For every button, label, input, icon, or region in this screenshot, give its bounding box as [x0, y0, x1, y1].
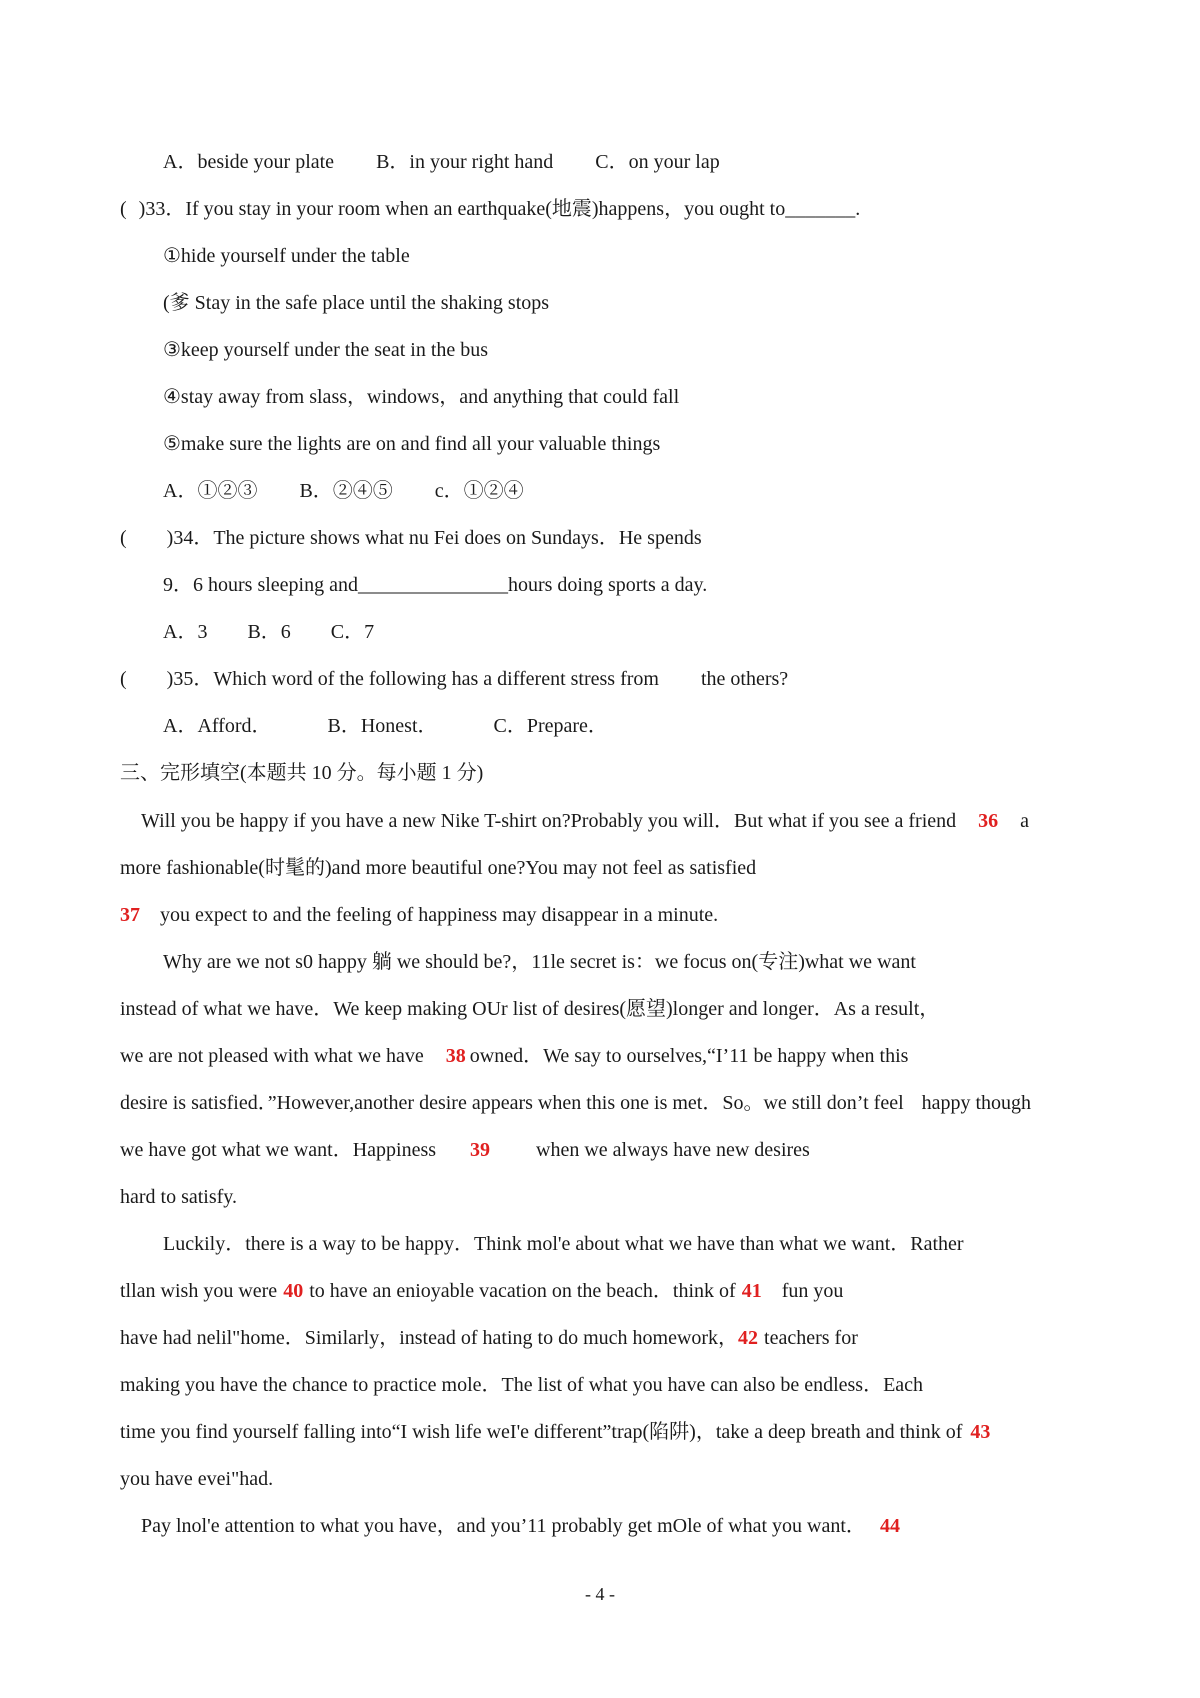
q34-text: )34．The picture shows what nu Fei does on Sundays．He spends — [166, 527, 702, 549]
blank-43: 43 — [970, 1421, 991, 1443]
passage-text: fun you — [781, 1280, 844, 1302]
passage-line-1 — [141, 808, 1029, 834]
blank-40: 40 — [283, 1280, 304, 1302]
q35-option-b: B．Honest． — [327, 715, 438, 737]
q35-options — [163, 713, 608, 739]
passage-line-10: Luckily．there is a way to be happy．Think mol'e about what we have than what we want．Rather — [163, 1233, 964, 1255]
passage-line-2: more fashionable(时髦的)and more beautiful one?You may not feel as satisfied — [120, 857, 757, 879]
q33-option-b: B．②④⑤ — [299, 480, 393, 502]
passage-line-16 — [141, 1513, 900, 1539]
passage-line-15: you have evei"had. — [120, 1468, 274, 1490]
blank-36: 36 — [978, 810, 999, 832]
passage-line-7 — [120, 1090, 1031, 1116]
passage-text: to have an enioyable vacation on the beach．think of — [309, 1280, 736, 1302]
blank-39: 39 — [470, 1139, 491, 1161]
blank-37: 37 — [120, 904, 140, 926]
q34-option-c: C．7 — [330, 621, 375, 643]
passage-line-13: making you have the chance to practice mole．The list of what you have can also be endless．Each — [120, 1374, 924, 1396]
q33-stem — [120, 196, 860, 222]
q33-item-2: (爹 Stay in the safe place until the shaking stops — [163, 292, 550, 314]
passage-text: Will you be happy if you have a new Nike T-shirt on?Probably you will．But what if you see a friend — [141, 810, 957, 832]
passage-text: have had nelil"home．Similarly，instead of hating to do much homework， — [120, 1327, 739, 1349]
blank-41: 41 — [741, 1280, 762, 1302]
q34-option-b: B．6 — [247, 621, 291, 643]
blank-44: 44 — [879, 1515, 900, 1537]
passage-text: we are not pleased with what we have — [120, 1045, 424, 1067]
passage-text: tllan wish you were — [120, 1280, 278, 1302]
passage-text: desire is satisfied．”However,another desire appears when this one is met．So。we still don’t feel — [120, 1092, 904, 1114]
passage-line-14 — [120, 1419, 990, 1445]
q35-paren: ( — [120, 668, 127, 690]
passage-line-6 — [120, 1043, 908, 1069]
passage-line-8 — [120, 1137, 810, 1163]
blank-38: 38 — [445, 1045, 466, 1067]
passage-line-9: hard to satisfy. — [120, 1186, 238, 1208]
q33-item-4: ④stay away from slass，windows，and anything that could fall — [163, 386, 680, 408]
passage-line-12 — [120, 1325, 858, 1351]
q33-option-c: c．①②④ — [434, 480, 524, 502]
passage-text: we have got what we want．Happiness — [120, 1139, 437, 1161]
passage-line-11 — [120, 1278, 843, 1304]
q33-text: )33．If you stay in your room when an earthquake(地震)happens，you ought to_______. — [138, 198, 861, 220]
q34-line-2: 9．6 hours sleeping and_______________hours doing sports a day. — [163, 574, 708, 596]
q33-item-1: ①hide yourself under the table — [163, 245, 410, 267]
passage-text: teachers for — [764, 1327, 858, 1349]
q32-option-a: A．beside your plate — [163, 151, 335, 173]
q32-options — [163, 149, 720, 175]
q34-options — [163, 619, 374, 645]
q34-paren: ( — [120, 527, 127, 549]
passage-text: happy though — [921, 1092, 1032, 1114]
passage-text: Pay lnol'e attention to what you have，and you’11 probably get mOle of what you want． — [141, 1515, 866, 1537]
q35-text-tail: the others? — [700, 668, 789, 690]
q35-option-a: A．Afford． — [163, 715, 272, 737]
passage-line-3 — [120, 902, 718, 928]
passage-line-4: Why are we not s0 happy 躺 we should be?，11le secret is：we focus on(专注)what we want — [163, 951, 916, 973]
q33-item-5: ⑤make sure the lights are on and find all your valuable things — [163, 433, 661, 455]
q32-option-c: C．on your lap — [595, 151, 720, 173]
q33-paren: ( — [120, 198, 127, 220]
section-3-heading: 三、完形填空(本题共 10 分。每小题 1 分) — [120, 762, 484, 784]
q33-item-3: ③keep yourself under the seat in the bus — [163, 339, 489, 361]
q35-option-c: C．Prepare． — [493, 715, 608, 737]
q35-text: )35．Which word of the following has a different stress from — [166, 668, 659, 690]
q34-stem — [120, 525, 702, 551]
passage-text: you expect to and the feeling of happiness may disappear in a minute. — [160, 904, 719, 926]
passage-text: owned．We say to ourselves,“I’11 be happy when this — [469, 1045, 909, 1067]
passage-text: when we always have new desires — [536, 1139, 810, 1161]
q32-option-b: B．in your right hand — [376, 151, 554, 173]
passage-text: time you find yourself falling into“I wish life weI'e different”trap(陷阱)，take a deep breath and think of — [120, 1421, 963, 1443]
q33-option-a: A．①②③ — [163, 480, 258, 502]
page-number: - 4 - — [585, 1584, 615, 1604]
passage-line-5: instead of what we have．We keep making OUr list of desires(愿望)longer and longer．As a result， — [120, 998, 940, 1020]
blank-42: 42 — [738, 1327, 759, 1349]
q34-option-a: A．3 — [163, 621, 208, 643]
q33-options — [163, 478, 524, 504]
passage-text: a — [1020, 810, 1030, 832]
q35-stem — [120, 666, 788, 692]
